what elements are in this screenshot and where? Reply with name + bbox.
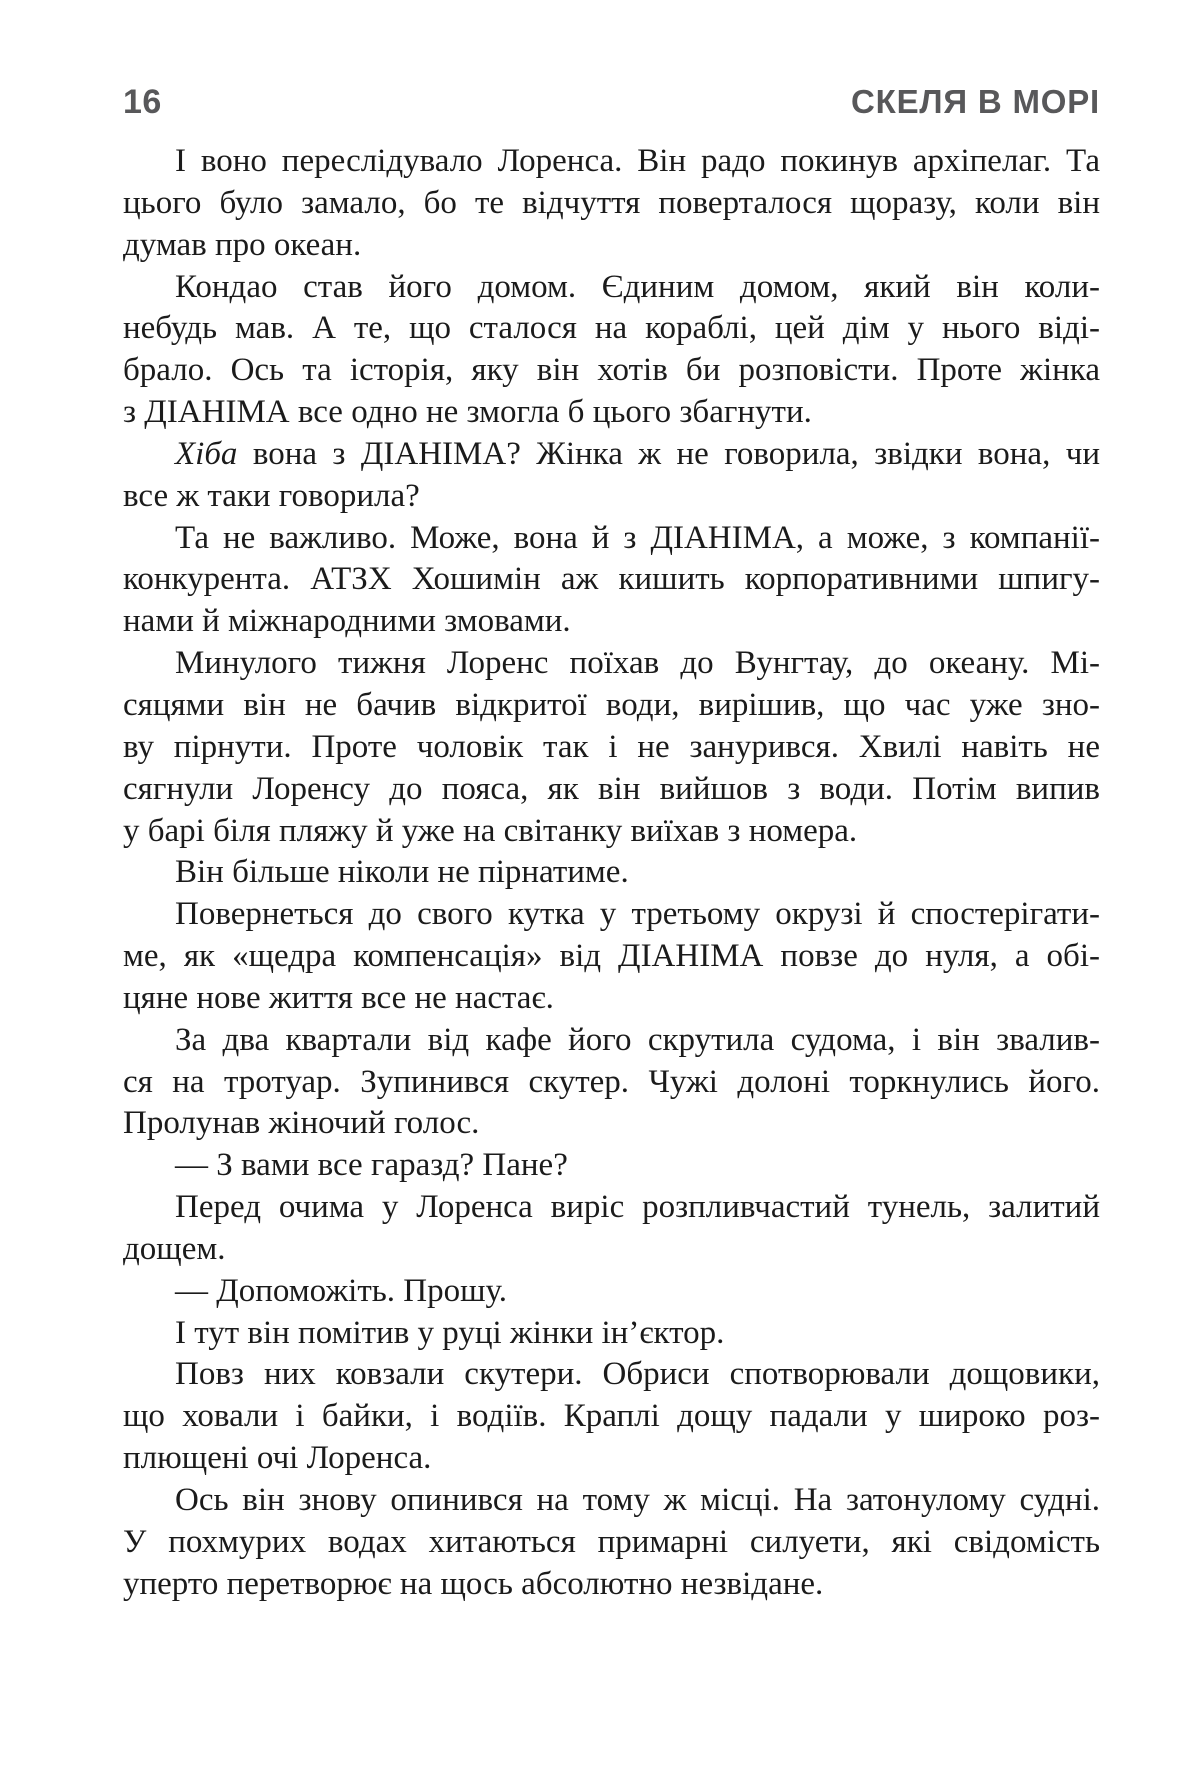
text-line: конкурента. АТЗХ Хошимін аж кишить корпоративними шпигу-	[123, 561, 1100, 598]
text-line: сягнули Лоренсу до пояса, як він вийшов з води. Потім випив	[123, 770, 1100, 807]
paragraph	[123, 141, 1100, 267]
paragraph	[123, 1145, 1100, 1187]
paragraph	[123, 894, 1100, 1020]
text-line: ся на тротуар. Зупинився скутер. Чужі долоні торкнулись його.	[123, 1063, 1100, 1100]
text-line: Кондао став його домом. Єдиним домом, який він коли-	[175, 268, 1100, 305]
text-line: Минулого тижня Лоренс поїхав до Вунгтау, до океану. Мі-	[175, 645, 1100, 682]
paragraph	[123, 1187, 1100, 1271]
running-title: СКЕЛЯ В МОРІ	[851, 83, 1100, 120]
paragraph	[123, 1313, 1100, 1355]
text-line: уперто перетворює на щось абсолютно незвідане.	[123, 1565, 824, 1602]
page-number: 16	[123, 83, 162, 121]
text-line: з ДІАНІМА все одно не змогла б цього збагнути.	[123, 394, 812, 431]
text-line: І воно переслідувало Лоренса. Він радо покинув архіпелаг. Та	[175, 143, 1100, 179]
text-line: думав про океан.	[123, 226, 362, 263]
paragraph	[123, 434, 1100, 518]
text-line: І тут він помітив у руці жінки ін’єктор.	[175, 1314, 725, 1351]
text-line: Хіба вона з ДІАНІМА? Жінка ж не говорила, звідки вона, чи	[175, 435, 1100, 472]
page-header	[123, 85, 1100, 119]
text-line: Перед очима у Лоренса виріс розпливчастий тунель, залитий	[175, 1189, 1100, 1226]
text-line: сяцями він не бачив відкритої води, вирішив, що час уже зно-	[123, 686, 1100, 723]
text-line: цього було замало, бо те відчуття поверталося щоразу, коли він	[123, 184, 1100, 221]
paragraph	[123, 852, 1100, 894]
text-line: що ховали і байки, і водіїв. Краплі дощу падали у широко роз-	[123, 1398, 1100, 1435]
text-line: — З вами все гаразд? Пане?	[175, 1147, 568, 1184]
text-line: плющені очі Лоренса.	[123, 1440, 432, 1477]
text-line: небудь мав. А те, що сталося на кораблі, цей дім у нього віді-	[123, 310, 1100, 347]
paragraph	[123, 1271, 1100, 1313]
text-line: Ось він знову опинився на тому ж місці. На затонулому судні.	[175, 1482, 1100, 1518]
text-line: ву пірнути. Проте чоловік так і не занурився. Хвилі навіть не	[123, 728, 1100, 765]
paragraph	[123, 1354, 1100, 1480]
text-line: — Допоможіть. Прошу.	[175, 1272, 507, 1309]
text-line: нами й міжнародними змовами.	[123, 603, 571, 640]
text-line: За два квартали від кафе його скрутила судома, і він звалив-	[175, 1021, 1100, 1058]
text-line: дощем.	[123, 1230, 226, 1267]
page-body	[123, 141, 1100, 1606]
text-line: Пролунав жіночий голос.	[123, 1105, 480, 1142]
text-line: ме, як «щедра компенсація» від ДІАНІМА повзе до нуля, а обі-	[123, 938, 1100, 975]
paragraph	[123, 267, 1100, 434]
paragraph	[123, 1480, 1100, 1606]
text-line: У похмурих водах хитаються примарні силуети, які свідомість	[123, 1523, 1100, 1560]
text-line: все ж таки говорила?	[123, 477, 420, 514]
text-line: Він більше ніколи не пірнатиме.	[175, 854, 629, 891]
paragraph	[123, 1020, 1100, 1146]
text-line: Та не важливо. Може, вона й з ДІАНІМА, а може, з компанії-	[175, 519, 1100, 556]
text-line: цяне нове життя все не настає.	[123, 979, 554, 1016]
text-line: Повернеться до свого кутка у третьому окрузі й спостерігати-	[175, 896, 1100, 933]
text-line: у барі біля пляжу й уже на світанку виїхав з номера.	[123, 812, 858, 849]
text-line: Повз них ковзали скутери. Обриси спотворювали дощовики,	[175, 1356, 1100, 1393]
text-line: брало. Ось та історія, яку він хотів би розповісти. Проте жінка	[123, 352, 1100, 389]
paragraph	[123, 518, 1100, 644]
paragraph	[123, 643, 1100, 852]
